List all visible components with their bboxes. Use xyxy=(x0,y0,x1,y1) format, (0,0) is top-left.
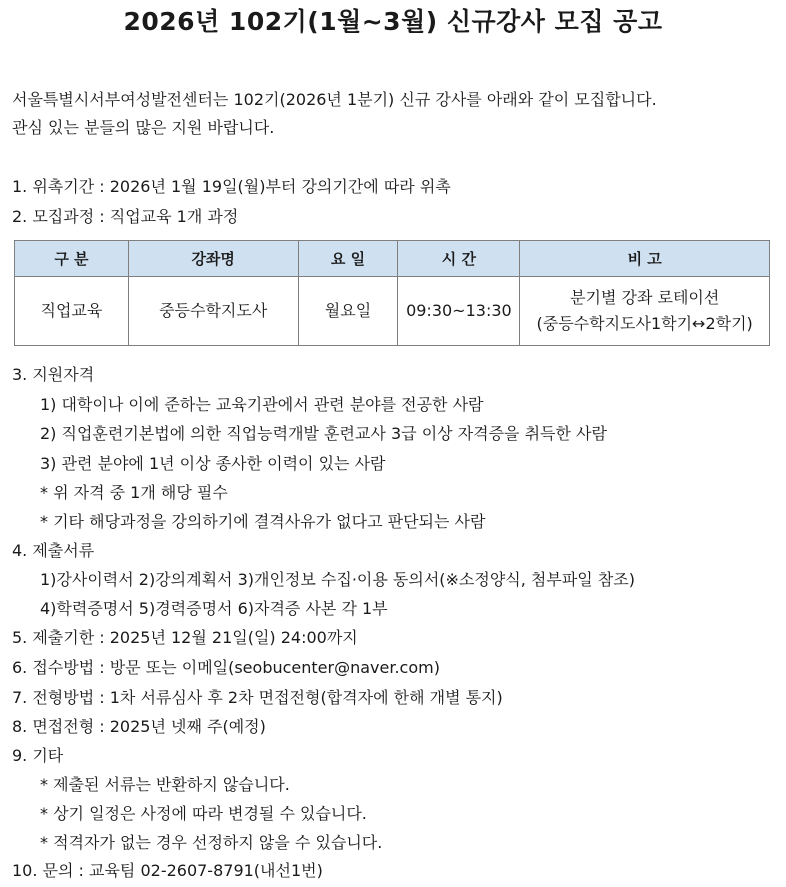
item-contact: 10. 문의 : 교육팀 02-2607-8791(내선1번) xyxy=(12,861,323,880)
note-line: (중등수학지도사1학기↔2학기) xyxy=(536,314,753,333)
header-category: 구 분 xyxy=(15,241,129,277)
documents-line: 1)강사이력서 2)강의계획서 3)개인정보 수집·이용 동의서(※소정양식, 첨부파일 참조) xyxy=(40,570,635,589)
table-row xyxy=(15,277,770,346)
header-course: 강좌명 xyxy=(128,241,298,277)
item-course: 2. 모집과정 : 직업교육 1개 과정 xyxy=(12,207,239,226)
qualification-note: * 기타 해당과정을 강의하기에 결격사유가 없다고 판단되는 사람 xyxy=(40,512,486,531)
etc-line: * 적격자가 없는 경우 선정하지 않을 수 있습니다. xyxy=(40,833,383,852)
qualification-line: 1) 대학이나 이에 준하는 교육기관에서 관련 분야를 전공한 사람 xyxy=(40,395,484,414)
header-note: 비 고 xyxy=(520,241,770,277)
etc-line: * 제출된 서류는 반환하지 않습니다. xyxy=(40,775,290,794)
header-day: 요 일 xyxy=(298,241,398,277)
qualification-note: * 위 자격 중 1개 해당 필수 xyxy=(40,483,228,502)
item-interview: 8. 면접전형 : 2025년 넷째 주(예정) xyxy=(12,717,266,736)
item-etc-title: 9. 기타 xyxy=(12,746,64,765)
cell-course: 중등수학지도사 xyxy=(128,277,298,346)
documents-line: 4)학력증명서 5)경력증명서 6)자격증 사본 각 1부 xyxy=(40,599,388,618)
etc-line: * 상기 일정은 사정에 따라 변경될 수 있습니다. xyxy=(40,804,367,823)
cell-note xyxy=(520,277,770,346)
item-submission-method: 6. 접수방법 : 방문 또는 이메일(seobucenter@naver.com) xyxy=(12,658,440,677)
item-documents-title: 4. 제출서류 xyxy=(12,541,95,560)
cell-category: 직업교육 xyxy=(15,277,129,346)
item-deadline: 5. 제출기한 : 2025년 12월 21일(일) 24:00까지 xyxy=(12,628,358,647)
cell-time: 09:30~13:30 xyxy=(398,277,520,346)
table-header-row xyxy=(15,241,770,277)
item-qualification-title: 3. 지원자격 xyxy=(12,365,95,384)
item-period: 1. 위촉기간 : 2026년 1월 19일(월)부터 강의기간에 따라 위촉 xyxy=(12,177,451,196)
intro-line: 관심 있는 분들의 많은 지원 바랍니다. xyxy=(12,118,275,137)
intro-line: 서울특별시서부여성발전센터는 102기(2026년 1분기) 신규 강사를 아래와 같이 모집합니다. xyxy=(12,90,657,109)
intro-paragraph xyxy=(12,86,782,142)
course-table xyxy=(14,240,770,346)
item-selection-method: 7. 전형방법 : 1차 서류심사 후 2차 면접전형(합격자에 한해 개별 통지) xyxy=(12,688,503,707)
note-line: 분기별 강좌 로테이션 xyxy=(570,288,720,307)
qualification-line: 3) 관련 분야에 1년 이상 종사한 이력이 있는 사람 xyxy=(40,454,386,473)
qualification-line: 2) 직업훈련기본법에 의한 직업능력개발 훈련교사 3급 이상 자격증을 취득한 사람 xyxy=(40,424,607,443)
cell-day: 월요일 xyxy=(298,277,398,346)
page-title: 2026년 102기(1월~3월) 신규강사 모집 공고 xyxy=(123,7,663,36)
header-time: 시 간 xyxy=(398,241,520,277)
